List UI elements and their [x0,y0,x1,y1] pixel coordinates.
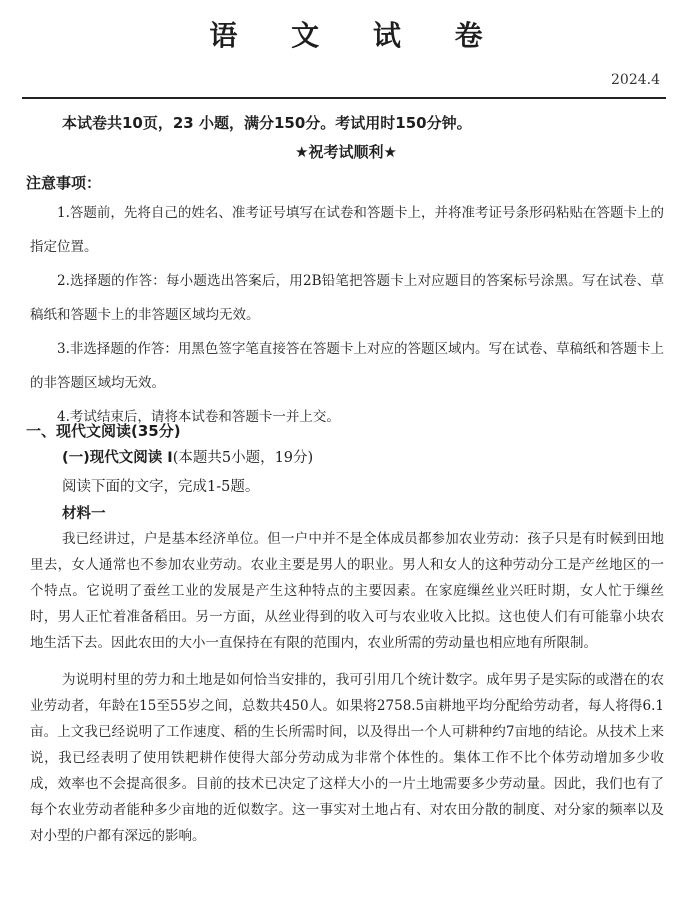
note-item: 4.考试结束后，请将本试卷和答题卡一并上交。 [57,409,340,425]
note-item: 1.答题前，先将自己的姓名、准考证号填写在试卷和答题卡上，并将准考证号条形码粘贴在答题卡上的指定位置。 [30,205,664,255]
reading-passage [30,526,664,860]
subsection-note: (本题共5小题，19分) [172,450,314,466]
exam-info: 本试卷共10页，23 小题，满分150分。考试用时150分钟。 [62,114,472,132]
exam-title: 语 文 试 卷 [209,19,505,52]
header-rule [22,97,666,99]
note-item: 3.非选择题的作答：用黑色签字笔直接答在答题卡上对应的答题区域内。写在试卷、草稿纸和答题卡上的非答题区域均无效。 [30,341,664,391]
section-title: 一、现代文阅读(35分) [26,422,181,440]
note-item: 2.选择题的作答：每小题选出答案后，用2B铅笔把答题卡上对应题目的答案标号涂黑。写在试卷、草稿纸和答题卡上的非答题区域均无效。 [30,273,664,323]
material-title: 材料一 [62,506,106,522]
passage-paragraph: 我已经讲过，户是基本经济单位。但一户中并不是全体成员都参加农业劳动：孩子只是有时候到田地里去，女人通常也不参加农业劳动。农业主要是男人的职业。男人和女人的这种劳动分工是产丝地区的一个特点。它说明了蚕丝工业的发展是产生这种特点的主要因素。在家庭缫丝业兴旺时期，女人忙于缫丝时，男人正忙着准备稻田。另一方面，从丝业得到的收入可与农业收入比拟。这也使人们有可能靠小块农地生活下去。因此农田的大小一直保持在有限的范围内，农业所需的劳动量也相应地有所限制。 [30,531,664,651]
exam-date: 2024.4 [611,72,660,88]
good-luck-line: ★祝考试顺利★ [295,143,397,161]
reading-instruction: 阅读下面的文字，完成1-5题。 [62,479,260,495]
subsection-title: (一)现代文阅读 I [62,450,173,466]
notes-heading: 注意事项： [26,174,102,192]
notes-list [30,196,664,434]
passage-paragraph: 为说明村里的劳力和土地是如何恰当安排的，我可引用几个统计数字。成年男子是实际的或潜在的农业劳动者，年龄在15至55岁之间，总数共450人。如果将2758.5亩耕地平均分配给劳动者，每人将得6.1亩。上文我已经说明了工作速度、稻的生长所需时间，以及得出一个人可耕种约7亩地的结论。从技术上来说，我已经表明了使用铁耙耕作使得大部分劳动成为非常个体性的。集体工作不比个体劳动增加多少收成，效率也不会提高很多。目前的技术已决定了这样大小的一片土地需要多少劳动量。因此，我们也有了每个农业劳动者能种多少亩地的近似数字。这一事实对土地占有、对农田分散的制度、对分家的频率以及对小型的户都有深远的影响。 [30,672,664,844]
subsection-header [62,446,313,467]
